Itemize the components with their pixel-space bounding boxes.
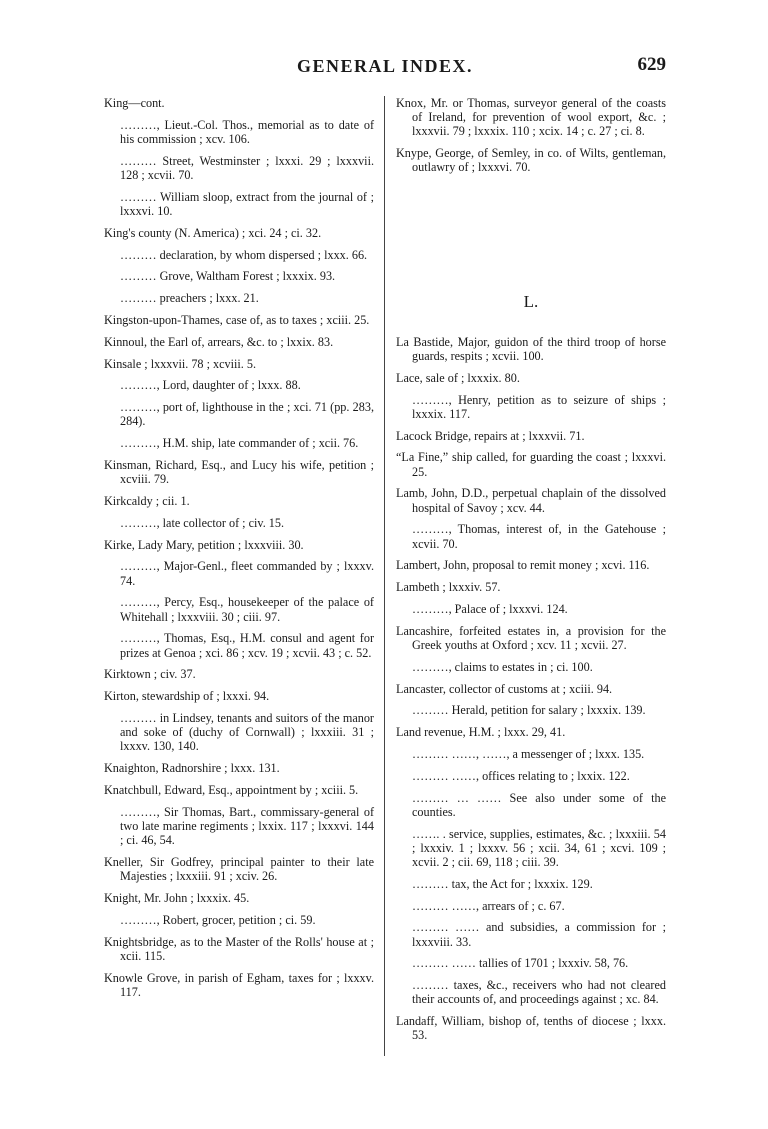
- index-entry: Landaff, William, bishop of, tenths of diocese ; lxxx. 53.: [396, 1014, 666, 1043]
- page-header: [104, 56, 666, 82]
- index-entry: Knaighton, Radnorshire ; lxxx. 131.: [104, 761, 280, 776]
- index-entry: ……… …… tallies of 1701 ; lxxxiv. 58, 76.: [412, 956, 629, 971]
- index-entry: ………, Thomas, Esq., H.M. consul and agent for prizes at Genoa ; xci. 86 ; xcv. 19 ; xcvii. 43 ; c. 52.: [120, 631, 374, 660]
- index-entry: Lambeth ; lxxxiv. 57.: [396, 580, 501, 595]
- index-entry: Knightsbridge, as to the Master of the Rolls' house at ; xcii. 115.: [104, 934, 374, 963]
- index-entry: ………, Palace of ; lxxxvi. 124.: [412, 602, 568, 616]
- index-entry: ………, claims to estates in ; ci. 100.: [412, 659, 593, 674]
- index-entry: ……… declaration, by whom dispersed ; lxxx. 66.: [120, 247, 368, 262]
- index-entry: Lace, sale of ; lxxxix. 80.: [396, 370, 520, 385]
- index-entry: ………, Thomas, interest of, in the Gatehouse ; xcvii. 70.: [412, 522, 666, 551]
- index-entry: ………, Lord, daughter of ; lxxx. 88.: [120, 378, 301, 393]
- index-entry: ………, port of, lighthouse in the ; xci. 71 (pp. 283, 284).: [120, 400, 374, 429]
- index-entry: Lancashire, forfeited estates in, a provision for the Greek youths at Oxford ; xcv. 11 ; xcvii. 27.: [396, 623, 666, 652]
- index-entry: ……… tax, the Act for ; lxxxix. 129.: [412, 876, 593, 891]
- index-entry: ………, Lieut.-Col. Thos., memorial as to date of his commission ; xcv. 106.: [120, 117, 374, 146]
- index-entry: Knype, George, of Semley, in co. of Wilts, gentleman, outlawry of ; lxxxvi. 70.: [396, 146, 666, 175]
- index-entry: Knight, Mr. John ; lxxxix. 45.: [104, 890, 250, 905]
- index-entry: ………, Major-Genl., fleet commanded by ; lxxxv. 74.: [120, 559, 374, 588]
- index-entry: Knox, Mr. or Thomas, surveyor general of the coasts of Ireland, for prevention of wool export, &c. ; lxxxvii. 79 ; lxxxix. 110 ; xcix. 14 ; c. 27 ; ci. 8.: [396, 96, 666, 139]
- index-entry: Lancaster, collector of customs at ; xciii. 94.: [396, 681, 613, 696]
- index-entry: Kinsman, Richard, Esq., and Lucy his wife, petition ; xcviii. 79.: [104, 457, 374, 487]
- index-entry: Knowle Grove, in parish of Egham, taxes for ; lxxxv. 117.: [104, 970, 374, 999]
- index-entry: ……… Street, Westminster ; lxxxi. 29 ; lxxxvii. 128 ; xcvii. 70.: [120, 153, 374, 182]
- index-entry: Kirkcaldy ; cii. 1.: [104, 493, 190, 508]
- index-entry: ……… preachers ; lxxx. 21.: [120, 291, 259, 306]
- index-entry: ………, Henry, petition as to seizure of ships ; lxxxix. 117.: [412, 392, 666, 421]
- index-entry: ……… … …… See also under some of the counties.: [412, 790, 666, 819]
- index-entry: Kingston-upon-Thames, case of, as to taxes ; xciii. 25.: [104, 312, 370, 327]
- index-entry: ……… Grove, Waltham Forest ; lxxxix. 93.: [120, 269, 336, 284]
- index-entry: Kirktown ; civ. 37.: [104, 667, 196, 682]
- index-entry: “La Fine,” ship called, for guarding the coast ; lxxxvi. 25.: [396, 450, 666, 479]
- section-letter: L.: [523, 291, 539, 311]
- index-entry: ……… William sloop, extract from the journal of ; lxxxvi. 10.: [120, 189, 374, 218]
- index-entry: ………, late collector of ; civ. 15.: [120, 515, 285, 530]
- index-entry: Kinnoul, the Earl of, arrears, &c. to ; lxxix. 83.: [104, 334, 334, 349]
- index-entry: La Bastide, Major, guidon of the third troop of horse guards, respits ; xcvii. 100.: [396, 334, 666, 364]
- index-entry: ……. . service, supplies, estimates, &c. ; lxxxiii. 54 ; lxxxiv. 1 ; lxxxv. 56 ; xcii. 34, 61 ; xcvi. 109 ; xcvii. 2 ; cii. 69, 118 ; ciii. 39.: [412, 826, 666, 869]
- index-entry: Kinsale ; lxxxvii. 78 ; xcviii. 5.: [104, 356, 256, 371]
- index-entry: Lacock Bridge, repairs at ; lxxxvii. 71.: [396, 428, 585, 443]
- index-entry: ………, Sir Thomas, Bart., commissary-general of two late marine regiments ; lxxix. 117 ; lxxxvi. 144 ; ci. 46, 54.: [120, 804, 374, 848]
- index-entry: ……… in Lindsey, tenants and suitors of the manor and soke of (duchy of Cornwall) ; lxxxiii. 31 ; lxxxv. 130, 140.: [120, 710, 374, 754]
- index-entry: ……… ……, offices relating to ; lxxix. 122.: [412, 768, 630, 783]
- right-column-top: [396, 96, 666, 175]
- left-column: [104, 96, 374, 1007]
- index-entry: ………, Percy, Esq., housekeeper of the palace of Whitehall ; lxxxviii. 30 ; ciii. 97.: [120, 595, 374, 624]
- column-divider: [384, 96, 385, 1056]
- index-entry: ……… Herald, petition for salary ; lxxxix. 139.: [412, 703, 646, 718]
- index-entry: Lambert, John, proposal to remit money ; xcvi. 116.: [396, 558, 650, 573]
- right-column: [396, 96, 666, 1050]
- index-entry: Kneller, Sir Godfrey, principal painter to their late Majesties ; lxxxiii. 91 ; xciv. 26.: [104, 854, 374, 884]
- index-entry: King's county (N. America) ; xci. 24 ; ci. 32.: [104, 225, 322, 240]
- page-number: 629: [637, 54, 666, 75]
- index-entry: ………, H.M. ship, late commander of ; xcii. 76.: [120, 436, 359, 451]
- index-entry: Knatchbull, Edward, Esq., appointment by ; xciii. 5.: [104, 782, 359, 797]
- index-entry: King—cont.: [104, 96, 165, 110]
- index-entry: Land revenue, H.M. ; lxxx. 29, 41.: [396, 725, 566, 740]
- index-entry: Kirke, Lady Mary, petition ; lxxxviii. 30.: [104, 537, 304, 552]
- index-entry: ……… …… and subsidies, a commission for ; lxxxviii. 33.: [412, 920, 666, 949]
- index-entry: ……… taxes, &c., receivers who had not cleared their accounts of, and proceedings against ; xc. 84.: [412, 978, 666, 1007]
- index-entry: ……… ……, arrears of ; c. 67.: [412, 898, 565, 913]
- index-entry: ………, Robert, grocer, petition ; ci. 59.: [120, 912, 316, 927]
- index-entry: Kirton, stewardship of ; lxxxi. 94.: [104, 689, 270, 704]
- right-column-bottom: [396, 335, 666, 1043]
- index-entry: ……… ……, ……, a messenger of ; lxxx. 135.: [412, 746, 645, 761]
- index-entry: Lamb, John, D.D., perpetual chaplain of the dissolved hospital of Savoy ; xcv. 44.: [396, 486, 666, 515]
- running-title: GENERAL INDEX.: [296, 56, 474, 76]
